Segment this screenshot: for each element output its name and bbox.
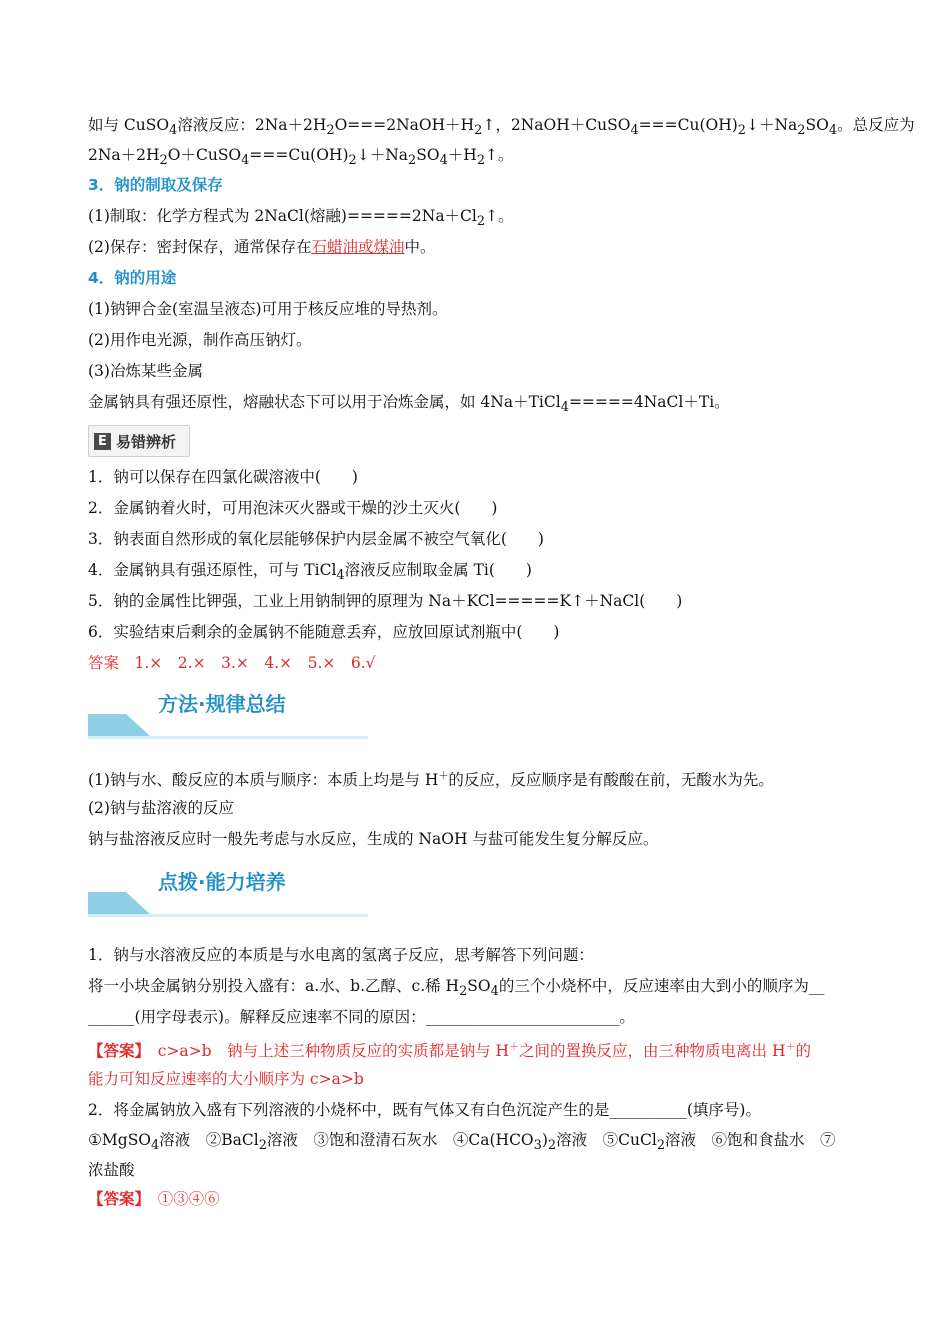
exercise-1-blank: ______(用字母表示)。解释反应速率不同的原因：_________________________。 — [88, 1008, 635, 1026]
section-band-decoration — [88, 892, 370, 918]
question-4: 4．金属钠具有强还原性，可与 TiCl$_4$溶液反应制取金属 Ti( ) — [88, 561, 532, 584]
section-header-method — [88, 690, 368, 740]
method-line-3: 钠与盐溶液反应时一般先考虑与水反应，生成的 NaOH 与盐可能发生复分解反应。 — [88, 830, 659, 848]
exercise-2-answer: 【答案】 ①③④⑥ — [88, 1190, 220, 1208]
use-item-2: (2)用作电光源，制作高压钠灯。 — [88, 331, 312, 349]
exercise-1-intro: 1．钠与水溶液反应的本质是与水电离的氢离子反应，思考解答下列问题： — [88, 946, 594, 964]
heading-uses: 4．钠的用途 — [88, 269, 177, 287]
exercise-2-options-cont: 浓盐酸 — [88, 1161, 135, 1179]
e-icon: E — [94, 433, 111, 450]
section-title-ability: 点拨·能力培养 — [158, 870, 286, 894]
method-line-1: (1)钠与水、酸反应的本质与顺序：本质上均是与 H＋的反应，反应顺序是有酸酸在前，无酸水为先。 — [88, 771, 774, 790]
question-3: 3．钠表面自然形成的氧化层能够保护内层金属不被空气氧化( ) — [88, 530, 544, 548]
use-item-3: (3)冶炼某些金属 — [88, 362, 203, 380]
use-item-1: (1)钠钾合金(室温呈液态)可用于核反应堆的导热剂。 — [88, 300, 448, 318]
paragraph-total-reaction: $2Na+2H_2O+CuSO_4===Cu(OH)_2↓+Na_2SO_4+H_2↑$。 — [88, 146, 514, 169]
storage-line: (2)保存：密封保存，通常保存在石蜡油或煤油中。 — [88, 238, 436, 256]
highlight-answer: 石蜡油或煤油 — [311, 238, 405, 256]
paragraph-cuso4-reaction: 如与 CuSO$_4$溶液反应：$2Na+2H_2O===2NaOH+H_2↑$，$2NaOH+CuSO_4===Cu(OH)_2↓+Na_2SO_4$。总反应为 — [88, 116, 915, 139]
exercise-1-answer: 【答案】 c>a>b 钠与上述三种物质反应的实质都是钠与 H＋之间的置换反应，由三种物质电离出 H＋的 — [88, 1042, 811, 1061]
use-item-4: 金属钠具有强还原性，熔融状态下可以用于冶炼金属，如 4Na＋TiCl$_4$=====4NaCl＋Ti。 — [88, 393, 730, 416]
error-analysis-badge — [88, 425, 190, 457]
exercise-1-question: 将一小块金属钠分别投入盛有：a.水、b.乙醇、c.稀 $H_2SO_4$的三个小烧杯中，反应速率由大到小的顺序为__ — [88, 977, 825, 1000]
answer-line: 答案 1.× 2.× 3.× 4.× 5.× 6.√ — [88, 654, 376, 672]
question-2: 2．金属钠着火时，可用泡沫灭火器或干燥的沙土灭火( ) — [88, 499, 498, 517]
exercise-1-answer-cont: 能力可知反应速率的大小顺序为 c>a>b — [88, 1070, 364, 1088]
question-6: 6．实验结束后剩余的金属钠不能随意丢弃，应放回原试剂瓶中( ) — [88, 623, 560, 641]
question-1: 1．钠可以保存在四氯化碳溶液中( ) — [88, 468, 358, 486]
method-line-2: (2)钠与盐溶液的反应 — [88, 799, 234, 817]
exercise-2-question: 2．将金属钠放入盛有下列溶液的小烧杯中，既有气体又有白色沉淀产生的是__________(填序号)。 — [88, 1101, 761, 1119]
question-5: 5．钠的金属性比钾强，工业上用钠制钾的原理为 Na＋KCl=====K↑＋NaCl( ) — [88, 592, 683, 610]
exercise-2-options: ①MgSO$_4$溶液 ②BaCl$_2$溶液 ③饱和澄清石灰水 $④Ca(HCO_3)_2$溶液 ⑤CuCl$_2$溶液 ⑥饱和食盐水 ⑦ — [88, 1131, 836, 1154]
heading-preparation-storage: 3．钠的制取及保存 — [88, 176, 223, 194]
section-title-method: 方法·规律总结 — [158, 692, 286, 716]
section-band-decoration — [88, 714, 370, 740]
section-header-ability — [88, 868, 368, 918]
badge-label: 易错辨析 — [116, 432, 177, 451]
preparation-line: (1)制取：化学方程式为 2NaCl(熔融)$=====2Na+Cl_2↑$。 — [88, 207, 514, 230]
